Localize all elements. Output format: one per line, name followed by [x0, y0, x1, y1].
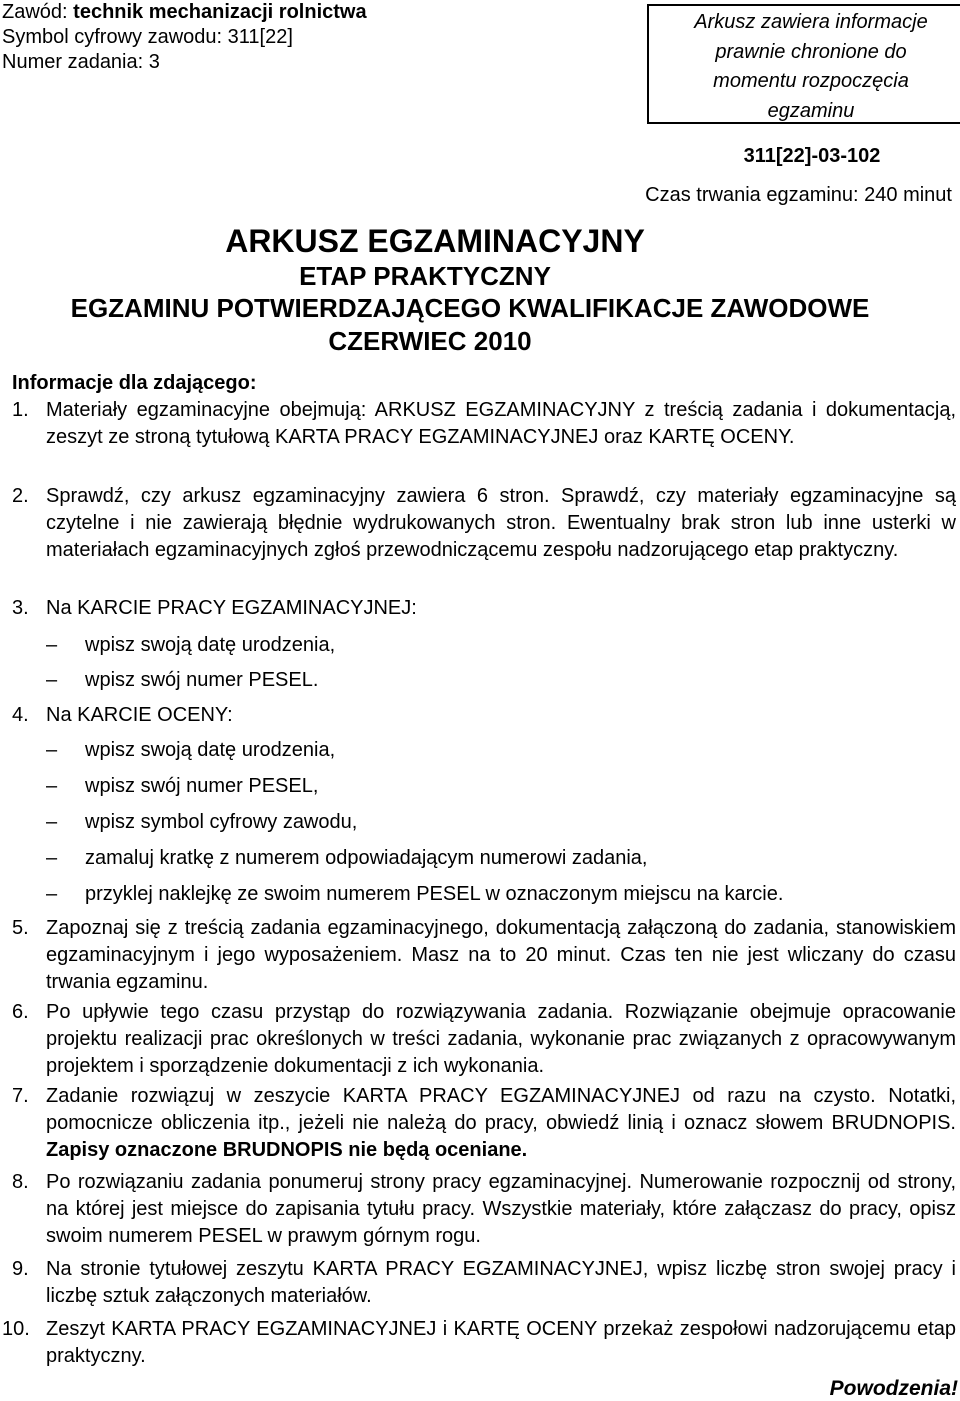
- info-heading: Informacje dla zdającego:: [12, 372, 257, 394]
- dash-marker: –: [46, 669, 58, 691]
- item-text: Na KARCIE PRACY EGZAMINACYJNEJ:: [46, 597, 417, 619]
- instruction-item: [12, 1169, 956, 1250]
- item-number: 7.: [12, 1085, 29, 1107]
- item-text-regular: Zadanie rozwiązuj w zeszycie KARTA PRACY EGZAMINACYJNEJ od razu na czysto. Notatki, pomocnicze obliczenia itp., jeżeli nie należą do pracy, obwiedź linią i oznacz słowem BRUDNOPIS.: [46, 1085, 956, 1134]
- profession-label: Zawód:: [2, 1, 74, 23]
- instruction-item: [12, 595, 956, 622]
- item-number: 10.: [2, 1318, 30, 1340]
- item-text: Na stronie tytułowej zeszytu KARTA PRACY EGZAMINACYJNEJ, wpisz liczbę stron swojej pracy i liczbę sztuk załączonych materiałów.: [46, 1258, 956, 1307]
- notice-line: momentu rozpoczęcia: [713, 70, 909, 92]
- dash-marker: –: [46, 883, 58, 905]
- item-number: 4.: [12, 704, 29, 726]
- item-text: Po upływie tego czasu przystąp do rozwiązywania zadania. Rozwiązanie obejmuje opracowanie projektu realizacji prac określonych w treści zadania, wykonanie prac związanych z opracowywanym projektem i sporządzenie dokumentacji z ich wykonania.: [46, 1001, 956, 1077]
- dash-marker: –: [46, 811, 58, 833]
- item-text: Na KARCIE OCENY:: [46, 704, 233, 726]
- session-title: CZERWIEC 2010: [328, 326, 532, 356]
- item-text: Zeszyt KARTA PRACY EGZAMINACYJNEJ i KARTĘ OCENY przekaż zespołowi nadzorującemu etap praktyczny.: [46, 1318, 956, 1367]
- document-title-block: [0, 222, 960, 358]
- instruction-item: [12, 702, 956, 729]
- notice-line: Arkusz zawiera informacje: [694, 11, 928, 33]
- profession-value: technik mechanizacji rolnictwa: [73, 1, 367, 23]
- bullet-text: przyklej naklejkę ze swoim numerem PESEL w oznaczonym miejscu na karcie.: [85, 883, 784, 905]
- item-number: 9.: [12, 1258, 29, 1280]
- dash-marker: –: [46, 847, 58, 869]
- symbol-line: Symbol cyfrowy zawodu: 311[22]: [2, 26, 293, 48]
- dash-marker: –: [46, 775, 58, 797]
- bullet-text: wpisz symbol cyfrowy zawodu,: [85, 811, 358, 833]
- notice-line: prawnie chronione do: [715, 40, 907, 63]
- instruction-item: [12, 1256, 956, 1310]
- exam-header: [2, 0, 367, 75]
- bullet-text: wpisz swoją datę urodzenia,: [85, 739, 336, 761]
- item-number: 2.: [12, 485, 29, 507]
- dash-marker: –: [46, 634, 58, 656]
- instruction-item: [12, 1083, 956, 1164]
- instruction-item: [12, 483, 956, 564]
- item-number: 1.: [12, 399, 29, 421]
- exam-duration: Czas trwania egzaminu: 240 minut: [645, 184, 952, 206]
- instruction-item: [12, 999, 956, 1080]
- confidentiality-notice: [647, 4, 960, 124]
- stage-title: ETAP PRAKTYCZNY: [299, 261, 551, 291]
- brudnopis-warning: Zapisy oznaczone BRUDNOPIS nie będą oceniane.: [46, 1139, 528, 1161]
- profession-line: [2, 0, 367, 25]
- item-text: Po rozwiązaniu zadania ponumeruj strony pracy egzaminacyjnej. Numerowanie rozpocznij od strony, na której jest miejsce do zapisania tytułu pracy. Wszystkie materiały, które załączasz do pracy, opisz swoim numerem PESEL w prawym górnym rogu.: [46, 1171, 956, 1247]
- item-number: 8.: [12, 1171, 29, 1193]
- item-number: 5.: [12, 917, 29, 939]
- exam-name-title: EGZAMINU POTWIERDZAJĄCEGO KWALIFIKACJE ZAWODOWE: [70, 293, 870, 323]
- item-text: Sprawdź, czy arkusz egzaminacyjny zawiera 6 stron. Sprawdź, czy materiały egzaminacyjne są czytelne i nie zawierają błędnie wydrukowanych stron. Ewentualny brak stron lub inne usterki w materiałach egzaminacyjnych zgłoś przewodniczącemu zespołu nadzorującego etap praktyczny.: [46, 485, 956, 561]
- bullet-text: wpisz swoją datę urodzenia,: [85, 634, 336, 656]
- bullet-text: wpisz swój numer PESEL,: [85, 775, 319, 797]
- item-text: [46, 1083, 956, 1164]
- document-title: ARKUSZ EGZAMINACYJNY: [225, 223, 645, 259]
- item-text: Zapoznaj się z treścią zadania egzaminacyjnego, dokumentacją załączoną do zadania, stanowiskiem egzaminacyjnym i jego wyposażeniem. Masz na to 20 minut. Czas ten nie jest wliczany do czasu trwania egzaminu.: [46, 917, 956, 993]
- task-number-line: Numer zadania: 3: [2, 51, 160, 73]
- item-number: 6.: [12, 1001, 29, 1023]
- item-number: 3.: [12, 597, 29, 619]
- instruction-item: [12, 915, 956, 996]
- bullet-text: wpisz swój numer PESEL.: [85, 669, 319, 691]
- notice-line: egzaminu: [767, 99, 855, 122]
- instruction-item: [2, 1316, 956, 1370]
- item-text: Materiały egzaminacyjne obejmują: ARKUSZ EGZAMINACYJNY z treścią zadania i dokumentacją, zeszyt ze stroną tytułową KARTA PRACY EGZAMINACYJNEJ oraz KARTĘ OCENY.: [46, 399, 956, 448]
- closing-wish: Powodzenia!: [829, 1377, 958, 1400]
- bullet-text: zamaluj kratkę z numerem odpowiadającym numerowi zadania,: [85, 847, 648, 869]
- instruction-item: [12, 397, 956, 451]
- exam-code: 311[22]-03-102: [743, 145, 881, 167]
- dash-marker: –: [46, 739, 58, 761]
